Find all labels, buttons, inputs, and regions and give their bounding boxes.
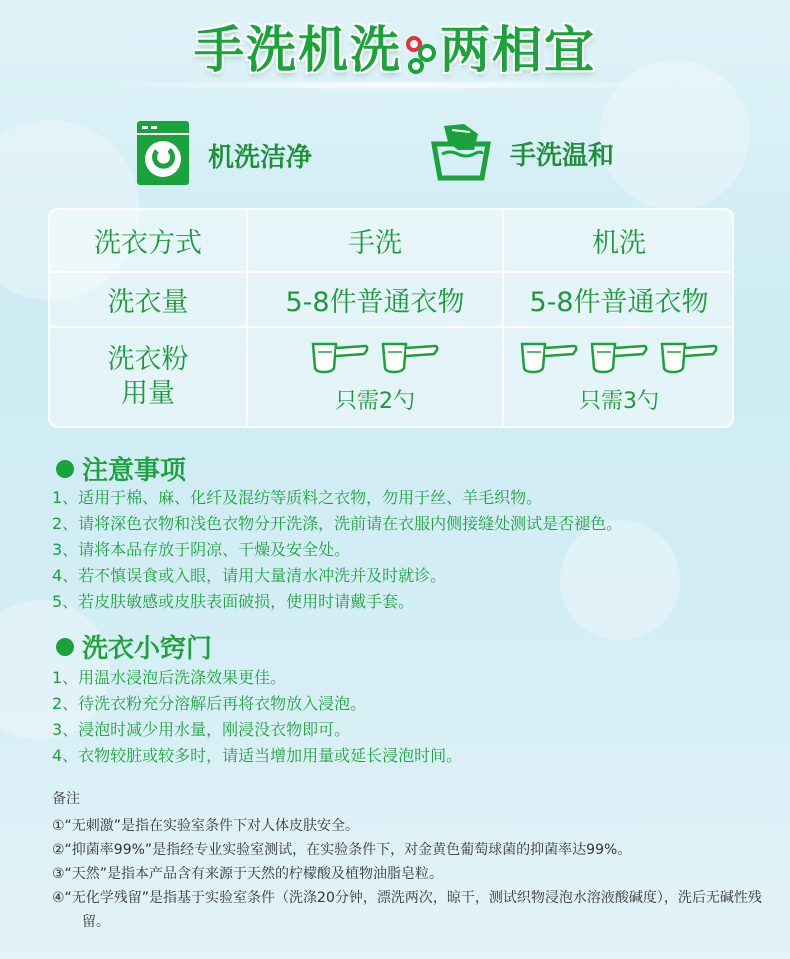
- bullet-dot-icon: [56, 638, 74, 656]
- row-label-dosage: [50, 328, 246, 426]
- list-item: 1、适用于棉、麻、化纤及混纺等质料之衣物，勿用于丝、羊毛织物。: [52, 488, 543, 507]
- feature-machine-wash: [136, 120, 312, 190]
- headline-left: 手洗机洗: [194, 21, 402, 79]
- row-label-line: 用量: [121, 378, 175, 409]
- header-machine: 机洗: [592, 228, 646, 259]
- precautions-list: [52, 485, 622, 615]
- measuring-scoop-icon: [380, 340, 440, 378]
- measuring-scoop-icon: [310, 340, 370, 378]
- precautions-heading: [56, 450, 186, 487]
- bullet-dot-icon: [56, 460, 74, 478]
- footnotes: [52, 788, 772, 934]
- scoop-group: [310, 340, 440, 378]
- footnote-item: ④“无化学残留”是指基于实验室条件（洗涤20分钟，漂洗两次，晾干，测试织物浸泡水溶液酸碱度），洗后无碱性残留。: [52, 890, 762, 930]
- footnote-item: ③“天然”是指本产品含有来源于天然的柠檬酸及植物油脂皂粒。: [52, 866, 444, 882]
- tips-title: 洗衣小窍门: [82, 634, 213, 664]
- bubbles-icon: [406, 34, 436, 74]
- list-item: 5、若皮肤敏感或皮肤表面破损，使用时请戴手套。: [52, 592, 415, 611]
- tips-heading: [56, 628, 212, 665]
- hand-amount: 5-8件普通衣物: [285, 287, 465, 318]
- measuring-scoop-icon: [519, 340, 579, 378]
- headline-right: 两相宜: [440, 21, 596, 79]
- list-item: 2、待洗衣粉充分溶解后再将衣物放入浸泡。: [52, 694, 367, 713]
- headline-underline: [90, 80, 700, 90]
- hand-dosage: [248, 328, 502, 426]
- header-hand: 手洗: [348, 228, 402, 259]
- machine-dosage-text: 只需3勺: [579, 388, 659, 414]
- list-item: 1、用温水浸泡后洗涤效果更佳。: [52, 668, 287, 687]
- washing-machine-icon: [136, 120, 190, 190]
- footnote-item: ②“抑菌率99%”是指经专业实验室测试，在实验条件下，对金黄色葡萄球菌的抑菌率达99%。: [52, 842, 632, 858]
- feature-label: 机洗洁净: [208, 142, 313, 173]
- machine-dosage: [504, 328, 734, 426]
- feature-hand-wash: [430, 120, 614, 186]
- machine-amount: 5-8件普通衣物: [529, 287, 709, 318]
- tips-list: [52, 665, 462, 769]
- page-headline: [0, 10, 790, 82]
- measuring-scoop-icon: [589, 340, 649, 378]
- row-label-line: 洗衣粉: [107, 344, 189, 375]
- hand-dosage-text: 只需2勺: [335, 388, 415, 414]
- list-item: 4、若不慎误食或入眼，请用大量清水冲洗并及时就诊。: [52, 566, 447, 585]
- list-item: 4、衣物较脏或较多时，请适当增加用量或延长浸泡时间。: [52, 746, 463, 765]
- precautions-title: 注意事项: [82, 456, 187, 486]
- list-item: 2、请将深色衣物和浅色衣物分开洗涤，洗前请在衣服内侧接缝处测试是否褪色。: [52, 514, 623, 533]
- hand-wash-icon: [430, 120, 492, 186]
- scoop-group: [519, 340, 719, 378]
- header-method: 洗衣方式: [94, 228, 202, 259]
- list-item: 3、浸泡时减少用水量，刚浸没衣物即可。: [52, 720, 351, 739]
- feature-label: 手洗温和: [510, 140, 615, 171]
- row-label-amount: 洗衣量: [107, 287, 189, 318]
- comparison-table: [48, 208, 734, 428]
- footnote-item: ①“无刺激”是指在实验室条件下对人体皮肤安全。: [52, 818, 360, 834]
- list-item: 3、请将本品存放于阴凉、干燥及安全处。: [52, 540, 351, 559]
- measuring-scoop-icon: [659, 340, 719, 378]
- footnotes-title: 备注: [52, 791, 80, 807]
